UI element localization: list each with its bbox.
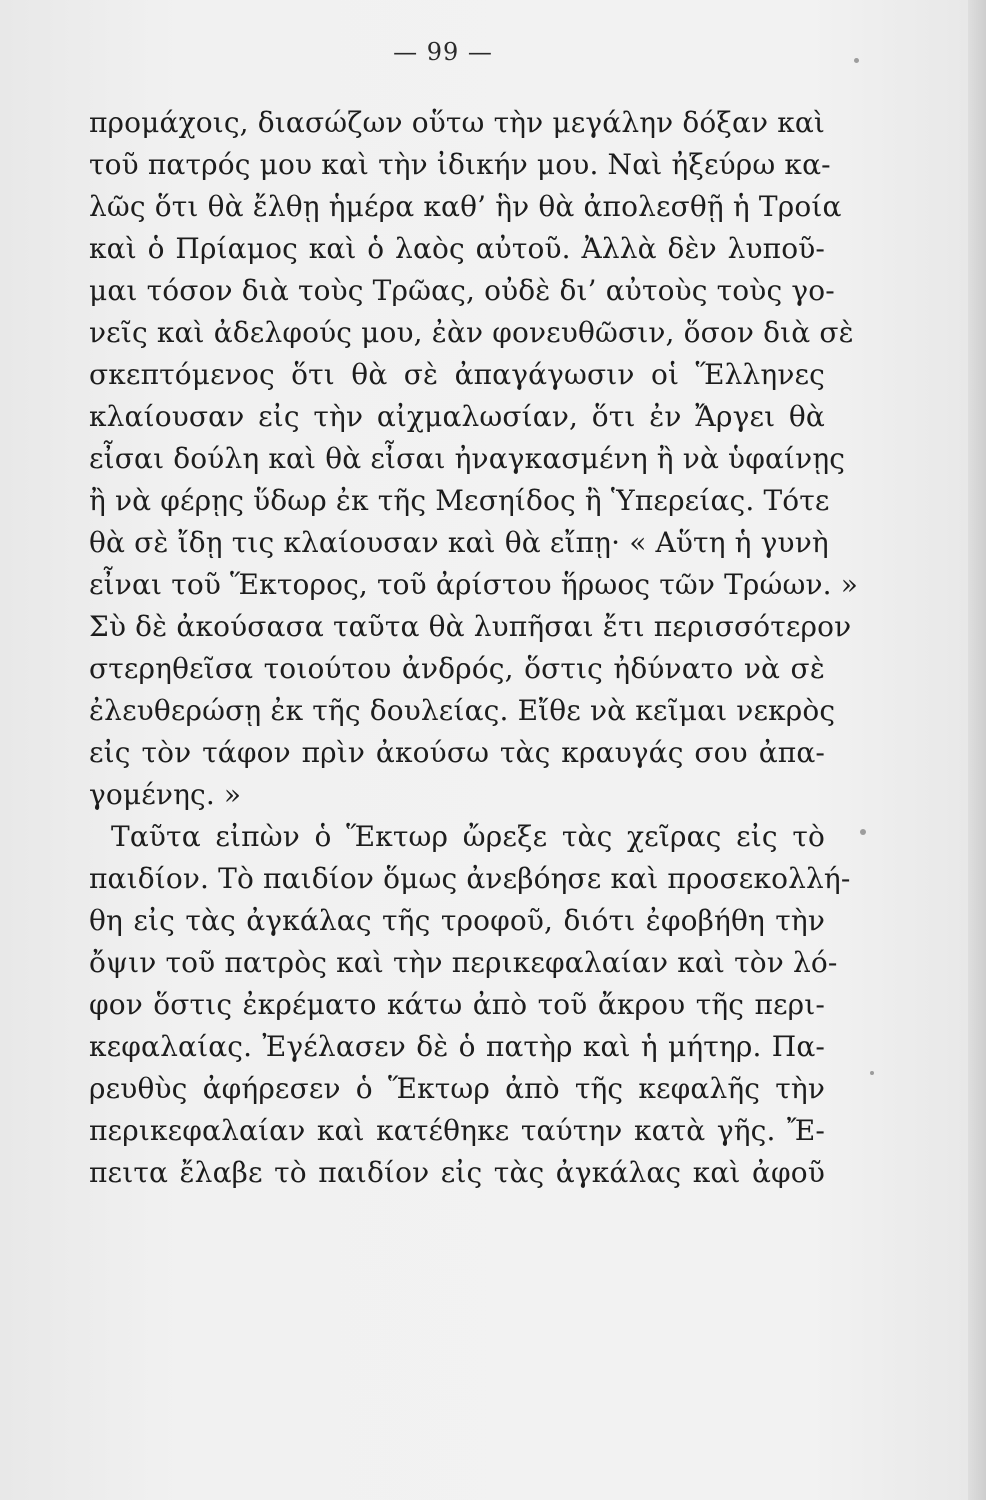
page-number: — 99 — xyxy=(393,38,493,66)
page-edge-shadow xyxy=(968,0,986,1500)
text-line: εἰς τὸν τάφον πρὶν ἀκούσω τὰς κραυγάς σου ἀπα- xyxy=(89,736,825,769)
text-line: κεφαλαίας. Ἐγέλασεν δὲ ὁ πατὴρ καὶ ἡ μήτηρ. Πα- xyxy=(89,1030,825,1063)
text-line: κλαίουσαν εἰς τὴν αἰχμαλωσίαν, ὅτι ἐν Ἄργει θὰ xyxy=(89,400,825,433)
text-line: πειτα ἔλαβε τὸ παιδίον εἰς τὰς ἀγκάλας καὶ ἀφοῦ xyxy=(89,1156,825,1189)
text-line: λῶς ὅτι θὰ ἔλθῃ ἡμέρα καθ’ ἣν θὰ ἀπολεσθῇ ἡ Τροία xyxy=(89,190,842,223)
text-line: ὄψιν τοῦ πατρὸς καὶ τὴν περικεφαλαίαν καὶ τὸν λό- xyxy=(89,946,838,979)
text-line: γομένης. » xyxy=(89,778,242,811)
text-line: ἐλευθερώσῃ ἐκ τῆς δουλείας. Εἴθε νὰ κεῖμαι νεκρὸς xyxy=(89,694,836,727)
text-line: τοῦ πατρός μου καὶ τὴν ἰδικήν μου. Ναὶ ἠξεύρω κα- xyxy=(89,148,831,181)
text-line: θη εἰς τὰς ἀγκάλας τῆς τροφοῦ, διότι ἐφοβήθη τὴν xyxy=(89,904,825,937)
print-speck xyxy=(860,829,866,835)
text-line: καὶ ὁ Πρίαμος καὶ ὁ λαὸς αὐτοῦ. Ἀλλὰ δὲν λυποῦ- xyxy=(89,232,825,265)
text-line: μαι τόσον διὰ τοὺς Τρῶας, οὐδὲ δι’ αὐτοὺς τοὺς γο- xyxy=(89,274,835,307)
text-line: στερηθεῖσα τοιούτου ἀνδρός, ὅστις ἠδύνατο νὰ σὲ xyxy=(89,652,825,685)
paragraph-start-line: Ταῦτα εἰπὼν ὁ Ἕκτωρ ὤρεξε τὰς χεῖρας εἰς τὸ xyxy=(111,820,825,853)
text-line: παιδίον. Τὸ παιδίον ὅμως ἀνεβόησε καὶ προσεκολλή- xyxy=(89,862,851,895)
text-line: προμάχοις, διασώζων οὕτω τὴν μεγάλην δόξαν καὶ xyxy=(89,106,826,139)
text-line: θὰ σὲ ἴδῃ τις κλαίουσαν καὶ θὰ εἴπῃ· « Αὕτη ἡ γυνὴ xyxy=(89,526,829,559)
text-line: εἶσαι δούλη καὶ θὰ εἶσαι ἠναγκασμένη ἢ νὰ ὑφαίνῃς xyxy=(89,442,846,475)
text-line: περικεφαλαίαν καὶ κατέθηκε ταύτην κατὰ γῆς. Ἔ- xyxy=(89,1114,825,1147)
text-line: εἶναι τοῦ Ἕκτορος, τοῦ ἀρίστου ἥρωος τῶν Τρώων. » xyxy=(89,568,859,601)
print-speck xyxy=(854,58,859,63)
text-line: ἢ νὰ φέρῃς ὕδωρ ἐκ τῆς Μεσηίδος ἢ Ὑπερείας. Τότε xyxy=(89,484,830,517)
text-line: Σὺ δὲ ἀκούσασα ταῦτα θὰ λυπῆσαι ἔτι περισσότερον xyxy=(89,610,852,643)
text-line: σκεπτόμενος ὅτι θὰ σὲ ἀπαγάγωσιν οἱ Ἕλληνες xyxy=(89,358,825,391)
text-line: φον ὅστις ἐκρέματο κάτω ἀπὸ τοῦ ἄκρου τῆς περι- xyxy=(89,988,825,1021)
text-line: ρευθὺς ἀφήρεσεν ὁ Ἕκτωρ ἀπὸ τῆς κεφαλῆς τὴν xyxy=(89,1072,825,1105)
body-text xyxy=(89,102,859,1194)
text-line: νεῖς καὶ ἀδελφούς μου, ἐὰν φονευθῶσιν, ὅσον διὰ σὲ xyxy=(89,316,854,349)
print-speck xyxy=(870,1071,874,1075)
